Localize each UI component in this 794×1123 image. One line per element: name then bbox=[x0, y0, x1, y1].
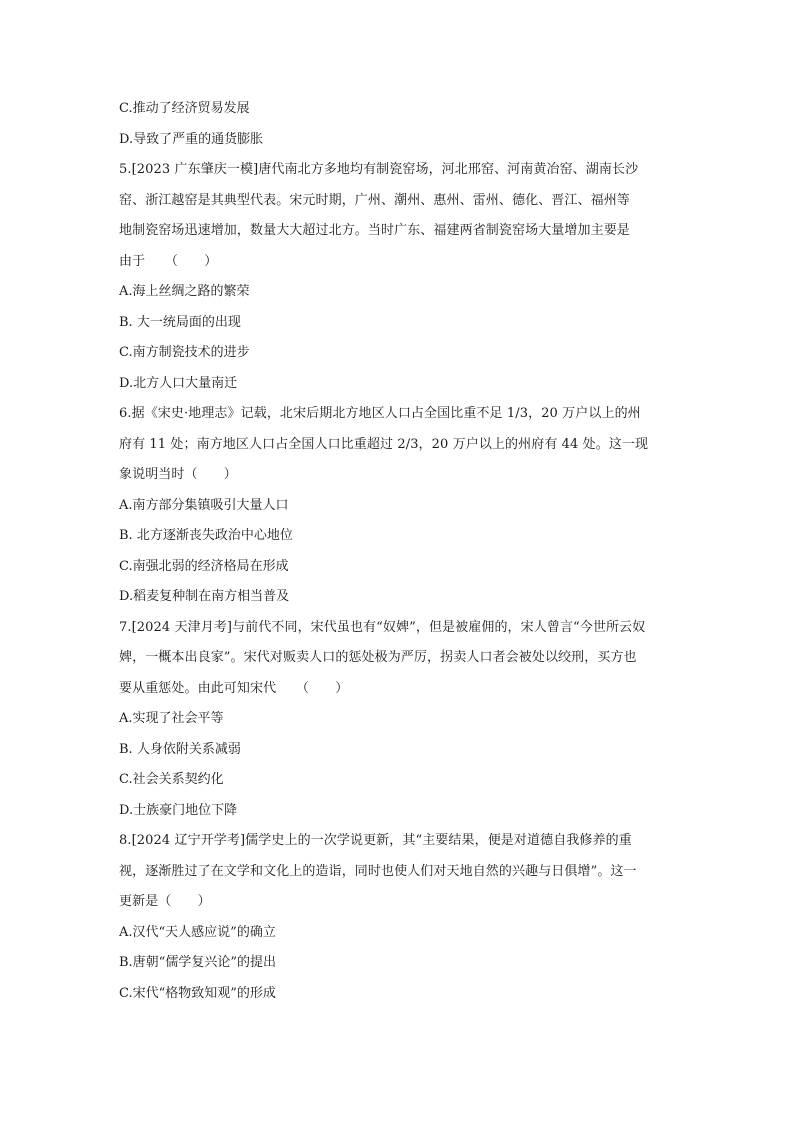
question-stem-line: 地制瓷窑场迅速增加，数量大大超过北方。当时广东、福建两省制瓷窑场大量增加主要是 bbox=[119, 223, 630, 238]
question-stem-line: 6.据《宋史·地理志》记载，北宋后期北方地区人口占全国比重不足 1/3，20 万户以上的州 bbox=[119, 406, 641, 421]
option-a: A.海上丝绸之路的繁荣 bbox=[119, 284, 250, 299]
question-8 bbox=[119, 826, 675, 1009]
option-a: A.实现了社会平等 bbox=[119, 711, 224, 726]
option-b: B. 北方逐渐丧失政治中心地位 bbox=[119, 528, 293, 543]
question-6 bbox=[119, 399, 675, 613]
option-d: D.士族豪门地位下降 bbox=[119, 802, 238, 818]
option-c: C.南方制瓷技术的进步 bbox=[119, 345, 250, 360]
option-c: C.南强北弱的经济格局在形成 bbox=[119, 558, 289, 574]
question-content bbox=[119, 94, 675, 1009]
question-stem-line: 窑、浙江越窑是其典型代表。宋元时期，广州、潮州、惠州、雷州、德化、晋江、福州等 bbox=[119, 192, 630, 208]
question-stem-line: 婢，一概本出良家”。宋代对贩卖人口的惩处极为严厉，拐卖人口者会被处以绞刑，买方也 bbox=[119, 650, 637, 665]
option-c: C.宋代“格物致知观”的形成 bbox=[119, 985, 276, 1001]
option-d: D.稻麦复种制在南方相当普及 bbox=[119, 589, 290, 604]
question-7 bbox=[119, 613, 675, 827]
question-stem-line: 更新是（ ） bbox=[119, 894, 211, 909]
question-stem-line: 8.[2024 辽宁开学考]儒学史上的一次学说更新，其“主要结果，便是对道德自我修养的重 bbox=[119, 833, 632, 848]
question-stem-line: 由于 （ ） bbox=[119, 253, 218, 269]
option-a: A.汉代“天人感应说”的确立 bbox=[119, 924, 276, 940]
option-b: B.唐朝“儒学复兴论”的提出 bbox=[119, 955, 276, 970]
question-stem-line: 要从重惩处。由此可知宋代 （ ） bbox=[119, 680, 349, 696]
option-c: C.社会关系契约化 bbox=[119, 772, 224, 787]
question-stem-line: 视，逐渐胜过了在文学和文化上的造诣，同时也使人们对天地自然的兴趣与日俱增”。这一 bbox=[119, 863, 637, 879]
question-stem-line: 象说明当时（ ） bbox=[119, 467, 237, 482]
question-stem-line: 5.[2023 广东肇庆一模]唐代南北方多地均有制瓷窑场，河北邢窑、河南黄冶窑、湖南长沙 bbox=[119, 162, 639, 177]
option-b: B. 大一统局面的出现 bbox=[119, 314, 241, 330]
option-c: C.推动了经济贸易发展 bbox=[119, 101, 250, 116]
option-d: D.北方人口大量南迁 bbox=[119, 375, 238, 391]
option-a: A.南方部分集镇吸引大量人口 bbox=[119, 497, 289, 513]
option-d: D.导致了严重的通货膨胀 bbox=[119, 131, 264, 147]
option-b: B. 人身依附关系减弱 bbox=[119, 741, 241, 757]
question-stem-line: 7.[2024 天津月考]与前代不同，宋代虽也有“奴婢”，但是被雇佣的，宋人曾言“今世所云奴 bbox=[119, 619, 646, 635]
question-4-tail bbox=[119, 94, 675, 155]
question-5 bbox=[119, 155, 675, 399]
question-stem-line: 府有 11 处；南方地区人口占全国人口比重超过 2/3，20 万户以上的州府有 44 处。这一现 bbox=[119, 436, 649, 452]
